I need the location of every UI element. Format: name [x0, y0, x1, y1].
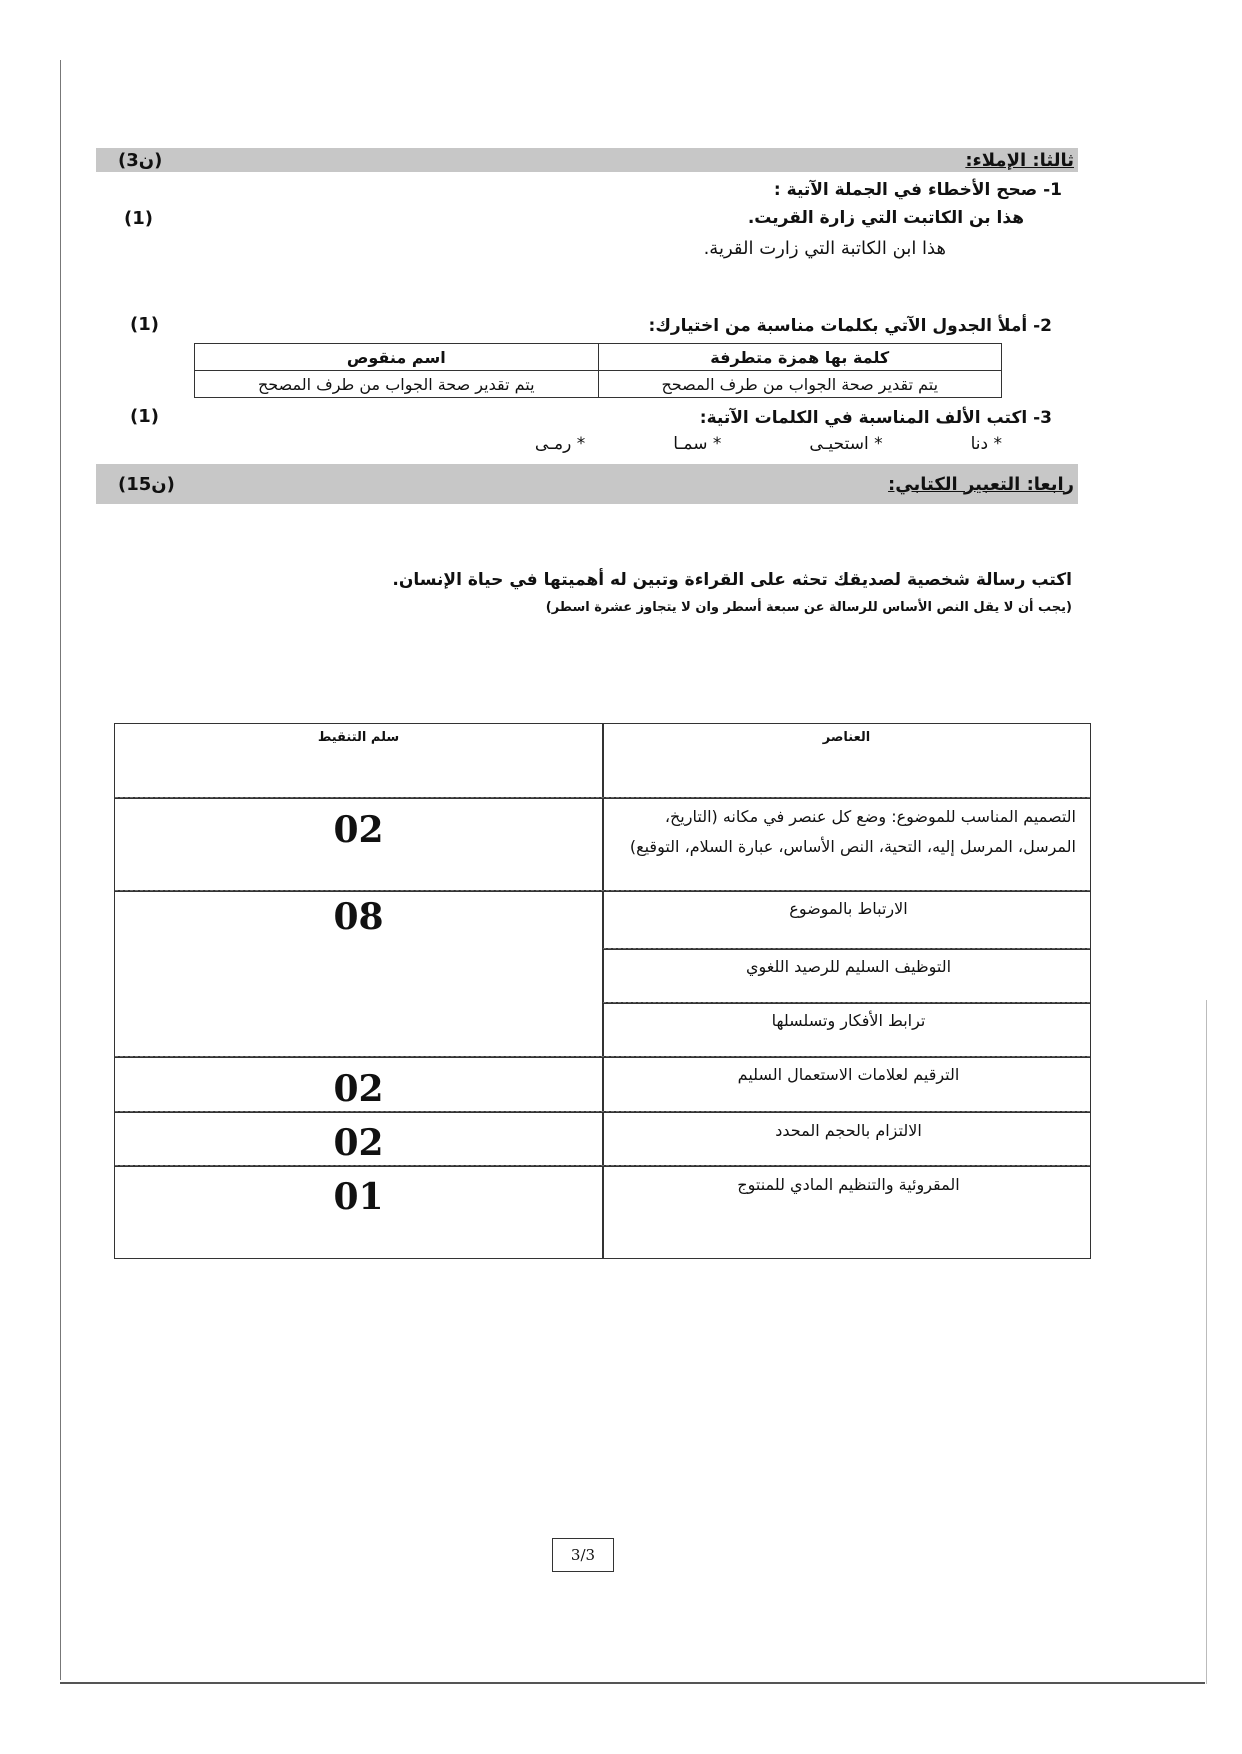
page-border-left — [60, 60, 61, 1680]
q3-instruction: 3- اكتب الألف المناسبة في الكلمات الآتية: — [699, 408, 1052, 428]
page-number: 3/3 — [552, 1538, 614, 1572]
section3-title: ثالثا: الإملاء: — [965, 149, 1074, 171]
row-divider — [115, 797, 1090, 799]
header-criteria: العناصر — [822, 730, 871, 745]
score-length: 02 — [333, 1122, 384, 1164]
criteria-length: الالتزام بالحجم المحدد — [775, 1121, 922, 1140]
criteria-coherence: ترابط الأفكار وتسلسلها — [771, 1011, 926, 1030]
criteria-legibility: المقروئية والتنظيم المادي للمنتوج — [737, 1175, 960, 1194]
q2-cell-hamza: يتم تقدير صحة الجواب من طرف المصحح — [598, 371, 1002, 398]
q2-header-manqous: اسم منقوص — [195, 344, 599, 371]
q3-word: * رمـى — [534, 434, 586, 454]
row-divider — [115, 1111, 1090, 1113]
table-column-divider — [602, 724, 604, 1258]
row-divider — [115, 1165, 1090, 1167]
section3-points: (3ن) — [118, 149, 163, 171]
q2-header-hamza: كلمة بها همزة متطرفة — [598, 344, 1002, 371]
criteria-relevance: الارتباط بالموضوع — [789, 899, 908, 918]
criteria-design: التصميم المناسب للموضوع: وضع كل عنصر في مكانه (التاريخ، المرسل، المرسل إليه، التحية، النص الأساس، عبارة السلام، التوقيع) — [629, 807, 1076, 856]
section4-header — [96, 464, 1078, 504]
q3-word: * سمـا — [673, 434, 722, 454]
q3-mark: (1) — [130, 406, 159, 427]
grading-table — [114, 723, 1091, 1259]
q1-answer: هذا ابن الكاتبة التي زارت القرية. — [703, 238, 946, 259]
criteria-punctuation: الترقيم لعلامات الاستعمال السليم — [737, 1065, 960, 1084]
score-punctuation: 02 — [333, 1068, 384, 1110]
score-content: 08 — [333, 896, 384, 938]
section4-points: (15ن) — [118, 473, 175, 495]
row-divider — [603, 1002, 1090, 1004]
section3-header — [96, 148, 1078, 172]
q2-cell-manqous: يتم تقدير صحة الجواب من طرف المصحح — [195, 371, 599, 398]
q1-instruction: 1- صحح الأخطاء في الجملة الآتية : — [773, 180, 1062, 200]
section4-title: رابعا: التعبير الكتابي: — [888, 473, 1074, 495]
row-divider — [603, 948, 1090, 950]
score-legibility: 01 — [333, 1176, 384, 1218]
q3-word: * استحيـى — [809, 434, 883, 454]
q2-table — [194, 343, 1002, 398]
q1-sentence: هذا بن الكاتبت التي زارة القريت. — [747, 208, 1024, 228]
q3-word: * دنا — [970, 434, 1002, 454]
row-divider — [115, 1056, 1090, 1058]
section4-prompt: اكتب رسالة شخصية لصديقك تحثه على القراءة وتبين له أهميتها في حياة الإنسان. — [392, 570, 1072, 590]
section4-note: (يجب أن لا يقل النص الأساس للرسالة عن سبعة أسطر وان لا يتجاوز عشرة اسطر) — [545, 600, 1072, 615]
q2-mark: (1) — [130, 314, 159, 335]
page-border-bottom — [60, 1682, 1205, 1684]
criteria-vocabulary: التوظيف السليم للرصيد اللغوي — [745, 957, 952, 976]
q1-mark: (1) — [124, 208, 153, 229]
row-divider — [115, 890, 1090, 892]
score-design: 02 — [333, 809, 384, 851]
page-border-right — [1206, 1000, 1207, 1684]
q2-instruction: 2- أملأ الجدول الآتي بكلمات مناسبة من اختيارك: — [648, 316, 1052, 336]
q3-words — [535, 434, 1002, 454]
header-scale: سلم التنقيط — [317, 730, 400, 745]
